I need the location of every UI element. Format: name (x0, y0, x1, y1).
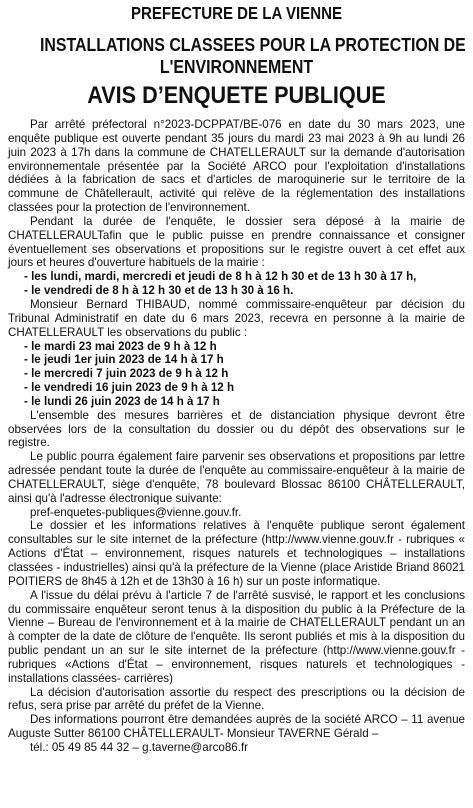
title-line-1: INSTALLATIONS CLASSEES POUR LA PROTECTION DE (39, 34, 466, 55)
permanence-date: - le jeudi 1er juin 2023 de 14 h à 17 h (24, 353, 224, 367)
hours-line-1: - les lundi, mardi, mercredi et jeudi de 8 h à 12 h 30 et de 13 h 30 à 17 h, (24, 270, 417, 284)
paragraph-mesures: L'ensemble des mesures barrières et de distanciation physique devront être observées lors de la consultation du dossier ou du dépôt des observations sur le registre. (8, 408, 465, 450)
permanence-date: - le lundi 26 juin 2023 de 14 h à 17 h (24, 394, 220, 408)
notice-body (8, 118, 465, 755)
permanence-date: - le vendredi 16 juin 2023 de 9 h à 12 h (24, 381, 235, 395)
title-line-2: L'ENVIRONNEMENT (159, 56, 314, 77)
hours-line-2: - le vendredi de 8 h à 12 h 30 et de 13 h 30 à 16 h. (24, 284, 294, 298)
paragraph-site-internet: Le dossier et les informations relatives à l'enquête publique seront également consultables sur le site internet de la préfecture (http://www.vienne.gouv.fr - rubriques « Actions d'État – environnement, risques naturels et technologiques – installations classées - industrielles) ainsi qu'à la préfecture de la Vienne (place Aristide Briand 86021 POITIERS de 8h45 à 12h et de 13h30 à 16 h) sur un poste informatique. (8, 519, 465, 588)
paragraph-courrier: Le public pourra également faire parvenir ses observations et propositions par lettre adressée pendant toute la durée de l'enquête au commissaire-enquêteur à la mairie de CHATELLERAULT, siège d'enquête, 78 boulevard Blossac 86100 CHÂTELLERAULT, ainsi qu'à l'adresse électronique suivante: (8, 450, 465, 505)
permanence-date: - le mardi 23 mai 2023 de 9 h à 12 h (24, 339, 217, 353)
paragraph-commissaire: Monsieur Bernard THIBAUD, nommé commissaire-enquêteur par décision du Tribunal Administratif en date du 6 mars 2023, recevra en personne à la mairie de CHATELLERAULT les observations du public : (8, 297, 465, 339)
contact-line: tél.: 05 49 85 44 32 – g.taverne@arco86.fr (30, 740, 249, 754)
paragraph-dossier: Pendant la durée de l'enquête, le dossier sera déposé à la mairie de CHATELLERAULTafin que le public puisse en prendre connaissance et consigner éventuellement ses observations et propositions sur le registre ouvert à cet effet aux jours et heures d'ouverture habituels de la mairie : (8, 214, 465, 270)
paragraph-arrete: Par arrêté préfectoral n°2023-DCPPAT/BE-076 en date du 30 mars 2023, une enquête publique est ouverte pendant 35 jours du mardi 23 mai 2023 à 9h au lundi 26 juin 2023 à 17h dans la commune de CHATELLERAULT sur la demande d'autorisation environnementale présentée par la Société ARCO pour l'exploitation d'installations dédiées à la fabrication de sacs et d'articles de maroquinerie sur le territoire de la commune de Châtellerault, activité qui relève de la réglementation des installations classées pour la protection de l'environnement. (8, 118, 465, 215)
prefecture-heading: PREFECTURE DE LA VIENNE (130, 3, 342, 23)
contact-email: pref-enquetes-publiques@vienne.gouv.fr. (30, 505, 242, 519)
paragraph-decision: La décision d'autorisation assortie du respect des prescriptions ou la décision de refus, sera prise par arrêté du préfet de la Vienne. (8, 685, 465, 713)
paragraph-informations: Des informations pourront être demandées auprès de la société ARCO – 11 avenue Auguste Sutter 86100 CHÂTELLERAULT- Monsieur TAVERNE Gérald – (8, 713, 465, 741)
avis-heading: AVIS D’ENQUETE PUBLIQUE (87, 82, 386, 109)
paragraph-rapport: A l'issue du délai prévu à l'article 7 de l'arrêté susvisé, le rapport et les conclusions du commissaire enquêteur seront tenus à la disposition du public à la Préfecture de la Vienne – Bureau de l'environnement et à la mairie de CHATELLERAULT pendant un an à compter de la date de clôture de l'enquête. Ils seront publiés et mis à la disposition du public pendant un an sur le site internet de la préfecture (http://www.vienne.gouv.fr - rubriques «Actions d'État – environnement, risques naturels et technologiques - installations classées- carrières) (8, 588, 465, 685)
permanence-date: - le mercredi 7 juin 2023 de 9 h à 12 h (24, 367, 229, 381)
